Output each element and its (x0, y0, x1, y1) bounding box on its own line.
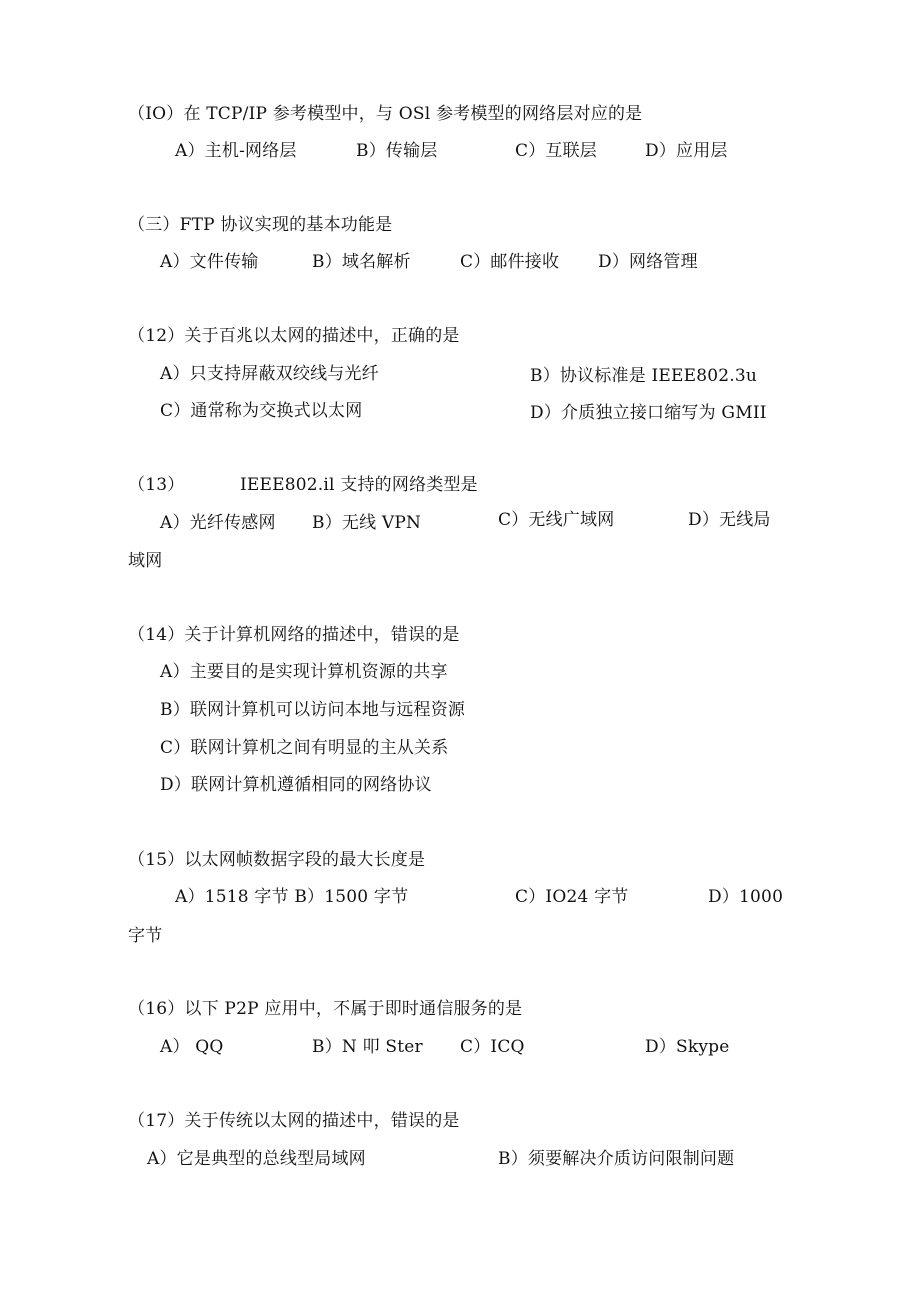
q10-option-c: C）互联层 (515, 141, 598, 161)
q11-option-b: B）域名解析 (312, 252, 411, 272)
q10-stem: （IO）在 TCP/IP 参考模型中，与 OSl 参考模型的网络层对应的是 (128, 104, 643, 124)
q11-option-a: A）文件传输 (160, 252, 259, 272)
q15-option-c: C）IO24 字节 (515, 887, 629, 907)
q12-option-b: B）协议标准是 IEEE802.3u (530, 366, 758, 386)
q14-option-a: A）主要目的是实现计算机资源的共享 (160, 662, 448, 682)
q16-option-c: C）ICQ (460, 1037, 525, 1057)
q14-stem: （14）关于计算机网络的描述中，错误的是 (128, 625, 460, 645)
q11-stem: （三）FTP 协议实现的基本功能是 (128, 215, 393, 235)
q13-option-a: A）光纤传感网 (160, 513, 276, 533)
q12-option-d: D）介质独立接口缩写为 GMII (530, 403, 767, 423)
q11-option-d: D）网络管理 (598, 252, 698, 272)
q17-stem: （17）关于传统以太网的描述中，错误的是 (128, 1111, 460, 1131)
q13-number: （13） (128, 475, 185, 495)
q13-option-d: D）无线局 (688, 510, 771, 530)
q12-option-c: C）通常称为交换式以太网 (160, 401, 363, 421)
q14-option-c: C）联网计算机之间有明显的主从关系 (160, 738, 449, 758)
q15-option-ab: A）1518 字节 B）1500 字节 (175, 887, 409, 907)
q10-option-d: D）应用层 (645, 141, 728, 161)
q13-stem: IEEE802.il 支持的网络类型是 (240, 475, 478, 495)
q13-option-d-continued: 域网 (128, 551, 163, 571)
q13-option-b: B）无线 VPN (312, 513, 422, 533)
q15-stem: （15）以太网帧数据字段的最大长度是 (128, 850, 426, 870)
q12-option-a: A）只支持屏蔽双绞线与光纤 (160, 364, 379, 384)
q10-option-a: A）主机-网络层 (175, 141, 297, 161)
q11-option-c: C）邮件接收 (460, 252, 560, 272)
q17-option-a: A）它是典型的总线型局域网 (147, 1149, 366, 1169)
q13-option-c: C）无线广域网 (498, 510, 615, 530)
q14-option-d: D）联网计算机遵循相同的网络协议 (160, 775, 432, 795)
q12-stem: （12）关于百兆以太网的描述中，正确的是 (128, 326, 460, 346)
q15-option-d-continued: 字节 (128, 926, 163, 946)
q15-option-d: D）1000 (708, 887, 784, 907)
q10-option-b: B）传输层 (356, 141, 438, 161)
q17-option-b: B）须要解决介质访问限制问题 (498, 1149, 735, 1169)
q16-option-b: B）N 叩 Ster (312, 1037, 423, 1057)
q16-option-d: D）Skype (645, 1037, 730, 1057)
q16-option-a: A） QQ (160, 1037, 224, 1057)
q14-option-b: B）联网计算机可以访问本地与远程资源 (160, 700, 466, 720)
q16-stem: （16）以下 P2P 应用中，不属于即时通信服务的是 (128, 999, 523, 1019)
